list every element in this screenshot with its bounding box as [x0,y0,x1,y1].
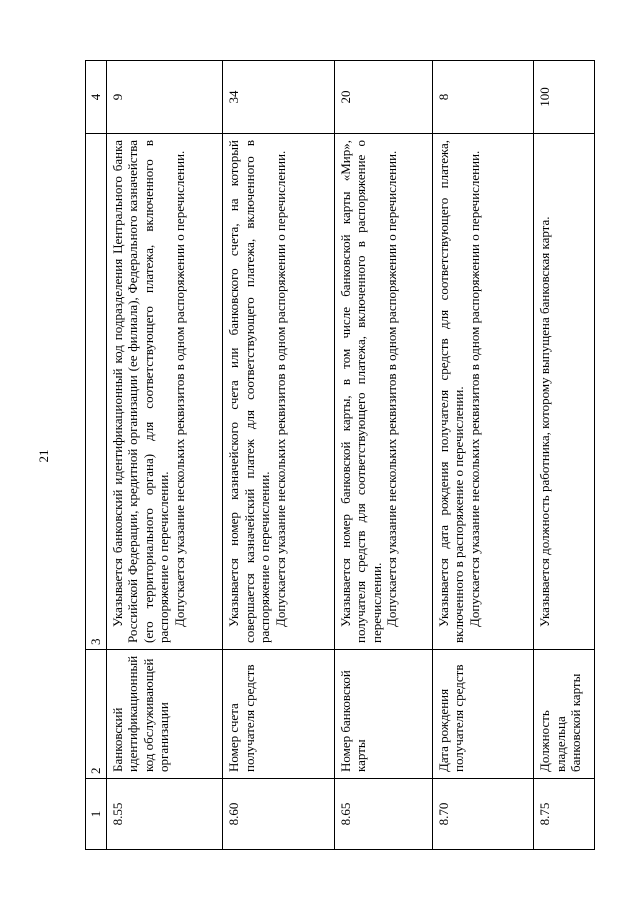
description-note: Допускается указание нескольких реквизитов в одном распоряжении о перечислении. [272,150,288,627]
table-row [432,61,533,850]
row-length: 8 [432,61,533,134]
row-name: Банковский идентификационный код обслуживающей организации [106,650,223,779]
table-row [534,61,595,850]
table-row [223,61,334,850]
description-text: Указывается дата рождения получателя средств для соответствующего платежа, включенного в распоряжение о перечислении. [435,140,467,643]
description-note: Допускается указание нескольких реквизитов в одном распоряжении о перечислении. [384,150,400,627]
description-note: Допускается указание нескольких реквизитов в одном распоряжении о перечислении. [466,150,482,627]
row-description [534,134,595,650]
row-length: 20 [334,61,432,134]
description-note: Допускается указание нескольких реквизитов в одном распоряжении о перечислении. [171,150,187,627]
table-row [334,61,432,850]
row-code: 8.60 [223,779,334,850]
row-code: 8.75 [534,779,595,850]
description-text: Указывается должность работника, которому выпущена банковская карта. [537,216,553,627]
header-col-4: 4 [86,61,107,134]
description-text: Указывается номер казначейского счета или банковского счета, на который совершается казначейский платеж для соответствующего платежа, включенного в распоряжение о перечислении. [226,140,273,643]
header-col-2: 2 [86,650,107,779]
table-header-row [86,61,107,850]
row-description [432,134,533,650]
description-text: Указывается банковский идентификационный код подразделения Центрального банка Российской Федерации, кредитной организации (ее филиала), Федерального казначейства (его территориального органа) для соответствующего платежа, включенного в распоряжение о перечислении. [109,140,171,643]
table-row [106,61,223,850]
row-description [334,134,432,650]
row-code: 8.65 [334,779,432,850]
page-number: 21 [36,449,51,463]
row-description [106,134,223,650]
row-code: 8.70 [432,779,533,850]
row-code: 8.55 [106,779,223,850]
row-length: 9 [106,61,223,134]
description-text: Указывается номер банковской карты, в том числе банковской карты «Мир», получателя средств для соответствующего платежа, включенного в распоряжение о перечислении. [337,140,384,643]
row-length: 34 [223,61,334,134]
row-name: Номер банковской карты [334,650,432,779]
requisites-table [85,60,595,850]
row-length: 100 [534,61,595,134]
row-name: Номер счета получателя средств [223,650,334,779]
row-description [223,134,334,650]
header-col-3: 3 [86,134,107,650]
rotated-table-container [85,60,595,850]
row-name: Дата рождения получателя средств [432,650,533,779]
row-name: Должность владельца банковской карты [534,650,595,779]
header-col-1: 1 [86,779,107,850]
